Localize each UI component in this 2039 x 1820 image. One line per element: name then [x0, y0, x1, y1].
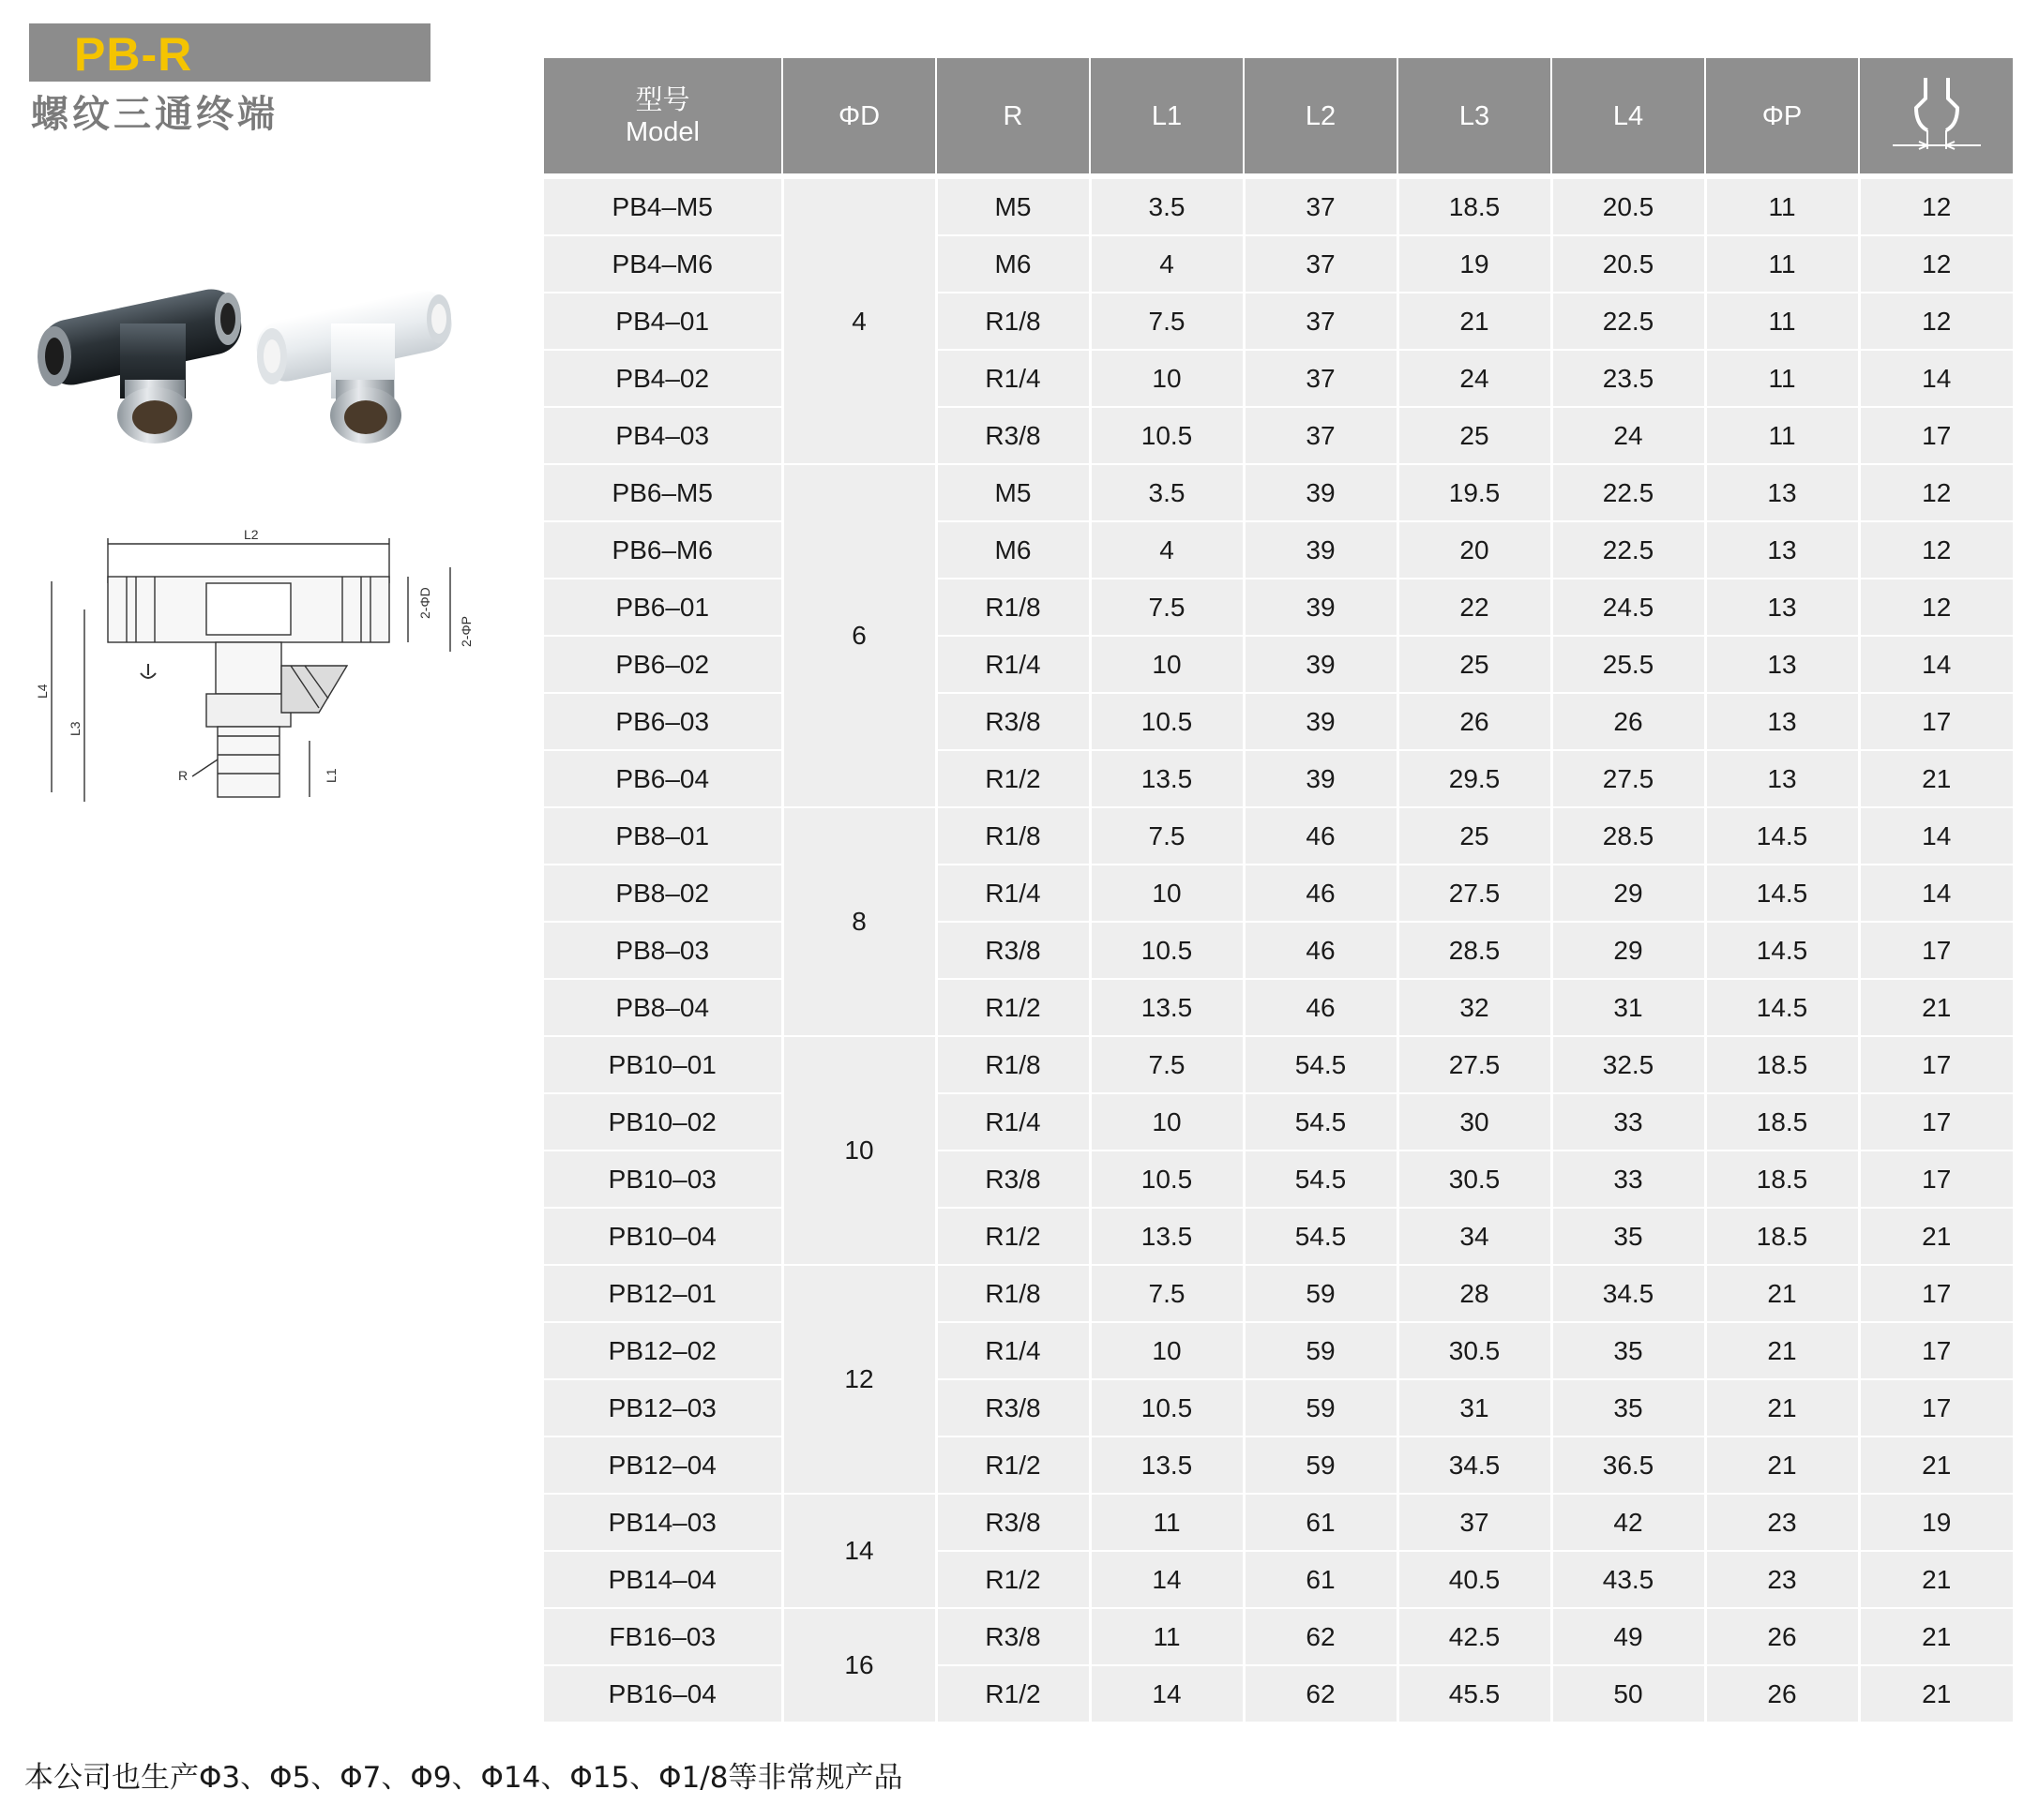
cell-l3: 24	[1397, 350, 1551, 407]
cell-wrench: 14	[1859, 807, 2013, 865]
cell-l2: 39	[1244, 750, 1397, 807]
cell-l3: 31	[1397, 1379, 1551, 1436]
cell-wrench: 12	[1859, 579, 2013, 636]
cell-d: 10	[782, 1036, 936, 1265]
table-row	[544, 521, 2013, 579]
cell-model: PB6–03	[544, 693, 782, 750]
label-r: R	[178, 768, 189, 783]
cell-l1: 11	[1090, 1494, 1244, 1551]
cell-l4: 26	[1551, 693, 1705, 750]
cell-wrench: 17	[1859, 1093, 2013, 1151]
cell-l1: 4	[1090, 521, 1244, 579]
table-row	[544, 1265, 2013, 1322]
cell-p: 23	[1705, 1551, 1859, 1608]
table-row	[544, 1322, 2013, 1379]
cell-l4: 20.5	[1551, 235, 1705, 293]
cell-wrench: 21	[1859, 1608, 2013, 1665]
cell-p: 13	[1705, 521, 1859, 579]
cell-model: PB14–04	[544, 1551, 782, 1608]
cell-l2: 59	[1244, 1379, 1397, 1436]
cell-wrench: 14	[1859, 865, 2013, 922]
cell-model: PB4–02	[544, 350, 782, 407]
cell-l4: 35	[1551, 1322, 1705, 1379]
cell-l3: 20	[1397, 521, 1551, 579]
col-d: ΦD	[782, 58, 936, 176]
col-l2: L2	[1244, 58, 1397, 176]
cell-l1: 7.5	[1090, 293, 1244, 350]
table-row	[544, 176, 2013, 235]
cell-r: R1/4	[936, 1322, 1090, 1379]
cell-l3: 21	[1397, 293, 1551, 350]
cell-l4: 33	[1551, 1093, 1705, 1151]
cell-l1: 7.5	[1090, 1036, 1244, 1093]
cell-r: R1/8	[936, 1036, 1090, 1093]
cell-l2: 39	[1244, 636, 1397, 693]
cell-r: R1/4	[936, 865, 1090, 922]
cell-r: R1/8	[936, 293, 1090, 350]
cell-l3: 45.5	[1397, 1665, 1551, 1722]
cell-l2: 54.5	[1244, 1208, 1397, 1265]
cell-r: R1/2	[936, 1551, 1090, 1608]
cell-r: R3/8	[936, 407, 1090, 464]
cell-l2: 54.5	[1244, 1151, 1397, 1208]
label-p: 2-ΦP	[459, 616, 474, 647]
cell-l1: 10.5	[1090, 1379, 1244, 1436]
cell-p: 11	[1705, 235, 1859, 293]
col-l3: L3	[1397, 58, 1551, 176]
cell-model: PB4–M6	[544, 235, 782, 293]
cell-l1: 10.5	[1090, 922, 1244, 979]
cell-l4: 32.5	[1551, 1036, 1705, 1093]
table-row	[544, 1608, 2013, 1665]
cell-model: PB10–03	[544, 1151, 782, 1208]
cell-p: 13	[1705, 750, 1859, 807]
cell-l2: 37	[1244, 407, 1397, 464]
cell-model: PB8–03	[544, 922, 782, 979]
cell-r: R1/8	[936, 579, 1090, 636]
cell-wrench: 19	[1859, 1494, 2013, 1551]
cell-model: PB6–04	[544, 750, 782, 807]
cell-r: R3/8	[936, 1494, 1090, 1551]
cell-l2: 37	[1244, 235, 1397, 293]
cell-r: R3/8	[936, 922, 1090, 979]
cell-l4: 28.5	[1551, 807, 1705, 865]
cell-l3: 32	[1397, 979, 1551, 1036]
cell-r: R3/8	[936, 693, 1090, 750]
table-row	[544, 750, 2013, 807]
cell-l3: 25	[1397, 807, 1551, 865]
cell-l4: 22.5	[1551, 293, 1705, 350]
cell-wrench: 14	[1859, 350, 2013, 407]
cell-l2: 37	[1244, 176, 1397, 235]
col-l1: L1	[1090, 58, 1244, 176]
label-l1: L1	[324, 768, 339, 783]
cell-l1: 7.5	[1090, 579, 1244, 636]
col-wrench	[1859, 58, 2013, 176]
table-row	[544, 293, 2013, 350]
label-l4: L4	[35, 684, 50, 699]
cell-wrench: 14	[1859, 636, 2013, 693]
cell-model: FB16–03	[544, 1608, 782, 1665]
table-row	[544, 407, 2013, 464]
cell-l1: 10.5	[1090, 1151, 1244, 1208]
cell-model: PB16–04	[544, 1665, 782, 1722]
black-fitting	[36, 284, 247, 444]
cell-l2: 46	[1244, 979, 1397, 1036]
cell-p: 13	[1705, 636, 1859, 693]
cell-l2: 39	[1244, 693, 1397, 750]
spec-table	[544, 58, 2013, 1723]
cell-l1: 7.5	[1090, 807, 1244, 865]
cell-p: 18.5	[1705, 1093, 1859, 1151]
cell-p: 14.5	[1705, 979, 1859, 1036]
col-model	[544, 58, 782, 176]
table-row	[544, 1208, 2013, 1265]
cell-model: PB6–02	[544, 636, 782, 693]
cell-r: R1/2	[936, 1665, 1090, 1722]
table-row	[544, 1665, 2013, 1722]
cell-p: 14.5	[1705, 807, 1859, 865]
cell-l2: 62	[1244, 1608, 1397, 1665]
cell-l2: 39	[1244, 579, 1397, 636]
cell-l3: 27.5	[1397, 865, 1551, 922]
cell-d: 12	[782, 1265, 936, 1494]
cell-r: R1/8	[936, 1265, 1090, 1322]
table-row	[544, 1551, 2013, 1608]
cell-l4: 49	[1551, 1608, 1705, 1665]
cell-l1: 13.5	[1090, 979, 1244, 1036]
cell-l1: 11	[1090, 1608, 1244, 1665]
cell-l3: 42.5	[1397, 1608, 1551, 1665]
cell-l4: 24.5	[1551, 579, 1705, 636]
cell-p: 18.5	[1705, 1151, 1859, 1208]
cell-l3: 30	[1397, 1093, 1551, 1151]
cell-wrench: 17	[1859, 1379, 2013, 1436]
cell-r: M6	[936, 235, 1090, 293]
cell-wrench: 21	[1859, 1551, 2013, 1608]
table-row	[544, 1093, 2013, 1151]
cell-l1: 10	[1090, 350, 1244, 407]
cell-p: 13	[1705, 579, 1859, 636]
cell-wrench: 17	[1859, 922, 2013, 979]
table-row	[544, 693, 2013, 750]
cell-model: PB8–01	[544, 807, 782, 865]
cell-l4: 24	[1551, 407, 1705, 464]
cell-model: PB10–02	[544, 1093, 782, 1151]
cell-l3: 22	[1397, 579, 1551, 636]
table-row	[544, 979, 2013, 1036]
cell-model: PB14–03	[544, 1494, 782, 1551]
cell-r: M5	[936, 176, 1090, 235]
cell-wrench: 17	[1859, 1322, 2013, 1379]
cell-r: R1/4	[936, 636, 1090, 693]
cell-wrench: 21	[1859, 1436, 2013, 1494]
footer-note: 本公司也生产Φ3、Φ5、Φ7、Φ9、Φ14、Φ15、Φ1/8等非常规产品	[24, 1761, 903, 1795]
cell-model: PB4–01	[544, 293, 782, 350]
cell-l1: 10	[1090, 1322, 1244, 1379]
col-l4: L4	[1551, 58, 1705, 176]
cell-r: R1/4	[936, 350, 1090, 407]
cell-l2: 61	[1244, 1494, 1397, 1551]
cell-l3: 19.5	[1397, 464, 1551, 521]
cell-r: R3/8	[936, 1151, 1090, 1208]
cell-r: R1/2	[936, 979, 1090, 1036]
cell-r: R3/8	[936, 1379, 1090, 1436]
cell-wrench: 17	[1859, 1151, 2013, 1208]
cell-wrench: 17	[1859, 693, 2013, 750]
cell-l3: 37	[1397, 1494, 1551, 1551]
cell-r: R1/4	[936, 1093, 1090, 1151]
col-model-cn: 型号	[635, 84, 690, 115]
cell-model: PB6–M5	[544, 464, 782, 521]
white-fitting	[251, 285, 457, 444]
cell-l4: 34.5	[1551, 1265, 1705, 1322]
cell-r: R1/2	[936, 1436, 1090, 1494]
product-subtitle: 螺纹三通终端	[31, 93, 279, 136]
cell-l2: 61	[1244, 1551, 1397, 1608]
label-d: 2-ΦD	[417, 587, 432, 619]
cell-l1: 14	[1090, 1665, 1244, 1722]
cell-l3: 34	[1397, 1208, 1551, 1265]
cell-l2: 54.5	[1244, 1036, 1397, 1093]
title-box	[29, 23, 430, 82]
cell-l4: 22.5	[1551, 521, 1705, 579]
table-row	[544, 579, 2013, 636]
cell-l4: 31	[1551, 979, 1705, 1036]
table-row	[544, 235, 2013, 293]
cell-l2: 37	[1244, 350, 1397, 407]
label-l2: L2	[244, 527, 259, 542]
table-row	[544, 1436, 2013, 1494]
cell-l1: 10.5	[1090, 407, 1244, 464]
cell-l3: 29.5	[1397, 750, 1551, 807]
table-header-row	[544, 58, 2013, 176]
cell-p: 14.5	[1705, 922, 1859, 979]
cell-p: 26	[1705, 1665, 1859, 1722]
cell-wrench: 21	[1859, 1665, 2013, 1722]
cell-p: 21	[1705, 1379, 1859, 1436]
cell-l4: 25.5	[1551, 636, 1705, 693]
cell-l4: 43.5	[1551, 1551, 1705, 1608]
cell-d: 6	[782, 464, 936, 807]
cell-l4: 29	[1551, 865, 1705, 922]
cell-l2: 39	[1244, 521, 1397, 579]
cell-r: M6	[936, 521, 1090, 579]
cell-wrench: 12	[1859, 464, 2013, 521]
spec-table-body	[544, 176, 2013, 1722]
cell-p: 13	[1705, 693, 1859, 750]
cell-l1: 13.5	[1090, 1436, 1244, 1494]
cell-p: 26	[1705, 1608, 1859, 1665]
cell-p: 11	[1705, 176, 1859, 235]
cell-p: 11	[1705, 407, 1859, 464]
cell-l4: 42	[1551, 1494, 1705, 1551]
table-row	[544, 1379, 2013, 1436]
cell-wrench: 17	[1859, 1265, 2013, 1322]
cell-l1: 3.5	[1090, 176, 1244, 235]
cell-model: PB4–03	[544, 407, 782, 464]
cell-l1: 14	[1090, 1551, 1244, 1608]
table-row	[544, 350, 2013, 407]
cell-l3: 25	[1397, 636, 1551, 693]
product-title: PB-R	[74, 28, 193, 81]
cell-wrench: 21	[1859, 1208, 2013, 1265]
cell-l4: 35	[1551, 1208, 1705, 1265]
cell-l4: 22.5	[1551, 464, 1705, 521]
cell-l1: 4	[1090, 235, 1244, 293]
cell-model: PB12–01	[544, 1265, 782, 1322]
cell-r: M5	[936, 464, 1090, 521]
table-row	[544, 464, 2013, 521]
cell-r: R1/8	[936, 807, 1090, 865]
cell-l4: 29	[1551, 922, 1705, 979]
product-photo	[26, 267, 476, 455]
cell-wrench: 12	[1859, 521, 2013, 579]
cell-l4: 27.5	[1551, 750, 1705, 807]
cell-l1: 10.5	[1090, 693, 1244, 750]
cell-p: 11	[1705, 350, 1859, 407]
cell-r: R3/8	[936, 1608, 1090, 1665]
cell-model: PB8–04	[544, 979, 782, 1036]
cell-l4: 35	[1551, 1379, 1705, 1436]
cell-l1: 3.5	[1090, 464, 1244, 521]
cell-wrench: 21	[1859, 750, 2013, 807]
cell-l1: 7.5	[1090, 1265, 1244, 1322]
col-p: ΦP	[1705, 58, 1859, 176]
cell-l3: 34.5	[1397, 1436, 1551, 1494]
cell-l2: 59	[1244, 1322, 1397, 1379]
table-row	[544, 1151, 2013, 1208]
table-row	[544, 1036, 2013, 1093]
cell-l4: 33	[1551, 1151, 1705, 1208]
cell-model: PB8–02	[544, 865, 782, 922]
cell-model: PB6–01	[544, 579, 782, 636]
cell-l1: 13.5	[1090, 750, 1244, 807]
cell-d: 14	[782, 1494, 936, 1608]
cell-l1: 10	[1090, 636, 1244, 693]
cell-l2: 39	[1244, 464, 1397, 521]
cell-model: PB10–01	[544, 1036, 782, 1093]
cell-wrench: 17	[1859, 407, 2013, 464]
cell-l4: 50	[1551, 1665, 1705, 1722]
cell-p: 18.5	[1705, 1036, 1859, 1093]
table-row	[544, 807, 2013, 865]
cell-p: 21	[1705, 1436, 1859, 1494]
cell-l3: 30.5	[1397, 1322, 1551, 1379]
cell-l1: 13.5	[1090, 1208, 1244, 1265]
cell-p: 21	[1705, 1265, 1859, 1322]
cell-l3: 18.5	[1397, 176, 1551, 235]
cell-l4: 23.5	[1551, 350, 1705, 407]
cell-p: 11	[1705, 293, 1859, 350]
cell-l3: 30.5	[1397, 1151, 1551, 1208]
cell-d: 4	[782, 176, 936, 464]
cell-p: 18.5	[1705, 1208, 1859, 1265]
cell-l3: 26	[1397, 693, 1551, 750]
cell-l2: 46	[1244, 922, 1397, 979]
table-row	[544, 865, 2013, 922]
cell-wrench: 12	[1859, 293, 2013, 350]
cell-l3: 28	[1397, 1265, 1551, 1322]
table-row	[544, 636, 2013, 693]
cell-d: 16	[782, 1608, 936, 1722]
cell-wrench: 17	[1859, 1036, 2013, 1093]
table-row	[544, 922, 2013, 979]
label-l3: L3	[68, 721, 83, 736]
cell-p: 21	[1705, 1322, 1859, 1379]
cell-l2: 46	[1244, 865, 1397, 922]
cell-d: 8	[782, 807, 936, 1036]
cell-l1: 10	[1090, 865, 1244, 922]
cell-model: PB6–M6	[544, 521, 782, 579]
cell-wrench: 12	[1859, 235, 2013, 293]
cell-r: R1/2	[936, 1208, 1090, 1265]
cell-l1: 10	[1090, 1093, 1244, 1151]
dimension-drawing	[35, 525, 474, 806]
cell-l2: 59	[1244, 1436, 1397, 1494]
cell-l3: 40.5	[1397, 1551, 1551, 1608]
cell-l2: 59	[1244, 1265, 1397, 1322]
cell-l3: 27.5	[1397, 1036, 1551, 1093]
col-r: R	[936, 58, 1090, 176]
cell-l2: 37	[1244, 293, 1397, 350]
cell-p: 23	[1705, 1494, 1859, 1551]
table-row	[544, 1494, 2013, 1551]
cell-wrench: 12	[1859, 176, 2013, 235]
cell-l3: 19	[1397, 235, 1551, 293]
cell-r: R1/2	[936, 750, 1090, 807]
cell-l3: 28.5	[1397, 922, 1551, 979]
cell-model: PB12–02	[544, 1322, 782, 1379]
cell-l2: 62	[1244, 1665, 1397, 1722]
cell-l4: 36.5	[1551, 1436, 1705, 1494]
cell-l4: 20.5	[1551, 176, 1705, 235]
cell-p: 13	[1705, 464, 1859, 521]
cell-l2: 54.5	[1244, 1093, 1397, 1151]
cell-l3: 25	[1397, 407, 1551, 464]
wrench-width-icon	[1885, 70, 1988, 155]
cell-l2: 46	[1244, 807, 1397, 865]
cell-model: PB10–04	[544, 1208, 782, 1265]
cell-model: PB4–M5	[544, 176, 782, 235]
cell-model: PB12–04	[544, 1436, 782, 1494]
cell-wrench: 21	[1859, 979, 2013, 1036]
cell-p: 14.5	[1705, 865, 1859, 922]
col-model-en: Model	[626, 116, 700, 147]
cell-model: PB12–03	[544, 1379, 782, 1436]
